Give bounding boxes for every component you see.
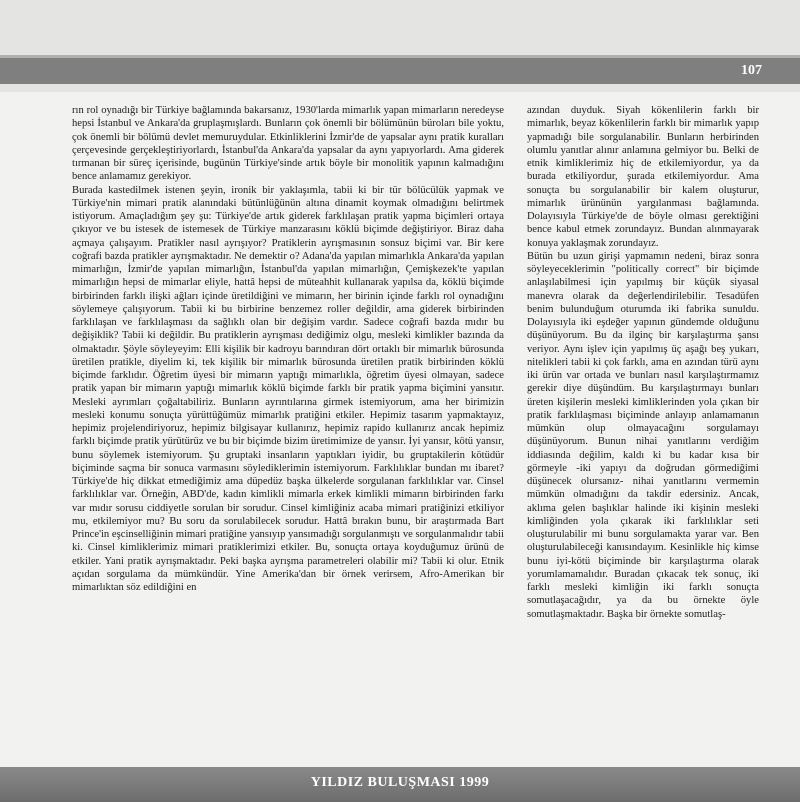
paragraph: Burada kastedilmek istenen şeyin, ironik bir yaklaşımla, tabii ki bir tür bölücülük yapmak ve Türkiye'nin mimari pratik alanındaki bütünlüğünün altına dinamit koymak olmadığını belirtmek istiyorum. Amaçladığım şey şu: Türkiye'de artık giderek farklılaşan pratik yapma biçimleri ortaya çıkıyor ve bu istesek de istemesek de Türkiye manzarasını köklü biçimde değiştiriyor. Biraz daha açmaya çalışayım. Pratikler nasıl ayrışıyor? Pratiklerin ayrışmasının sonsuz biçimi var. Bir kere coğrafi bazda pratikler ayrışmaktadır. Ne demektir o? Adana'da yapılan mimarlıkla Ankara'da yapılan mimarlığın, İzmir'de yapılan mimarlığın, İstanbul'da yapılan mimarlığın, Çemişkezek'te yapılan mimarlığın hepsi de mimarlar eliyle, hattâ hepsi de müteahhit kullanarak yapılsa da, köklü biçimde birbirinden farklı ilişki ağları içinde üretildiğini ve mimarın, her birinin içinde farklı rol oynadığını söylemeye çalışıyorum. Tabii ki bu birbirine benzemez roller değildir, ama giderek birbirinden farklılaşan ve farklılaşması da sağlıklı olan bir değişim vardır. Sadece coğrafi bazda mıdır bu değişiklik? Tabii ki değildir. Bu pratiklerin ayrışması dediğimiz olgu, mesleki kimlikler bazında da olmaktadır. Şöyle söyleyeyim: Elli kişilik bir kadroyu barındıran dört ortaklı bir mimarlık bürosunda üretilen pratikle, diyelim ki, tek kişilik bir mimarlık bürosunda üretilen pratik birbirinden köklü biçimde farklıdır. Öğretim üyesi bir mimarın yaptığı mimarlıkla, öğretim üyesi olmayan, sadece pratik yapan bir mimarın yaptığı mimarlık köklü biçimde farklı bir pratik yapma biçimini yansıtır. Mesleki ayrımları çoğaltabiliriz. Bunların ayrıntılarına girmek istemiyorum, ama her birimizin mesleki konumu sonuçta yürüttüğümüz mimarlık pratiğini etkiler. Hepimiz tasarım yapmaktayız, hepimiz projelendiriyoruz, hepimiz bilgisayar kullanırız, hepimiz rapido kullanırız ancak hepimiz farklı biçimde pratik yürütürüz ve bu bir biçimde bizim üretimimize de yansır. İyi yansır, kötü yansır, bunu söylemek istemiyorum. Şu gruptaki insanların yaptıkları iyidir, bu gruptakilerin kötüdür biçiminde saçma bir sonuca varmasını söylediklerimin istemiyorum. Farklılıklar bundan mı ibaret? Türkiye'de hiç dikkat etmediğimiz ama düpedüz başka ülkelerde sorgulanan farklılıklar var. Cinsel farklılıklar var. Örneğin, ABD'de, kadın kimlikli mimarla erkek kimlikli mimarın birbirinden farkı var mıdır sorusu ciddiyetle sorulan bir sorudur. Cinsel kimliğiniz acaba mimari pratiğinizi etkiliyor mu, etkilemiyor mu? Bu soru da sorulabilecek sorudur. Hattâ bırakın bunu, bir araştırmada Bart Prince'in eşcinselliğinin mimari pratiğine yansıyıp yansımadığı sorgulanmıştı ve sorgulanmalıdır tabii ki. Cinsel kimliklerimiz mimari pratiklerimizi etkiler. Bu, sonuçta ortaya koyduğumuz ürünü de etkiler. Yani pratik ayrışmaktadır. Peki başka ayrışma parametreleri olabilir mi? Tabii ki olur. Etnik açıdan sorgulama da mümkündür. Yine Amerika'dan bir örnek verirsem, Afro-Amerikan bir mimarlıktan söz edildiğini en xyxy=(72,184,504,593)
left-column xyxy=(72,104,504,594)
paragraph: azından duyduk. Siyah kökenlilerin farklı bir mimarlık, beyaz kökenlilerin farklı bir mimarlık yapıp yapmadığı bile sorgulanabilir. Bunların herbirinden olumlu yanıtlar alınır anlamına gelmiyor bu. Belki de etnik kimliklerimiz hiç de etkilemiyordur, ya da burada etkiliyordur, şurada etkilemiyordur. Ama sonuçta bu sorgulanabilir bir kalem oluşturur, mimarlık ürününün yargılanması bağlamında. Dolayısıyla Türkiye'de de böyle olması gerektiğini bence kabul etmek zorundayız. Bundan alınmayarak konuya yaklaşmak zorundayız. xyxy=(527,105,759,249)
paragraph: rın rol oynadığı bir Türkiye bağlamında bakarsanız, 1930'larda mimarlık yapan mimarların neredeyse hepsi İstanbul ve Ankara'da gruplaşmışlardı. Bunların çok önemli bir bölümünün büroları bile yoktu, çok önemli bir bölümü devlet memuruydular. Etkinliklerini İzmir'de de yapsalar aynı pratik kuralları çerçevesinde gerçekleştiriyorlardı, İstanbul'da Ankara'da yapsalar da aynı yapıyorlardı. Ama giderek tırmanan bir süreç içerisinde, bugünün Türkiye'sinde artık böyle bir monolitik yapının kalmadığını bence anlamamız gerekiyor. xyxy=(72,105,504,183)
right-column xyxy=(527,104,759,621)
header-bar xyxy=(0,58,800,84)
page-number: 107 xyxy=(741,63,762,78)
footer-title: YILDIZ BULUŞMASI 1999 xyxy=(310,775,490,790)
paragraph: Bütün bu uzun girişi yapmamın nedeni, biraz sonra söyleyeceklerimin "politically correct" bir biçimde anlaşılabilmesi için yapılmış bir küçük siyasal manevra olarak da değerlendirilebilir. Tesadüfen benim bulunduğum oturumda iki fabrika sunuldu. Dolayısıyla iki eşdeğer yapının gündemde olduğunu düşünüyorum. Bu da ilginç bir karşılaştırma şansı veriyor. Aynı işlev için yapılmış üç aşağı beş yukarı, nitelikleri tabii ki çok farklı, ama en azından türü aynı iki ürün var ortada ve bunları nasıl karşılaştırmamız gerekir diye düşündüm. Bu karşılaştırmayı bunları üreten kişilerin mesleki kimliklerinden yola çıkan bir pratik farklılaşması biçiminde anlayıp anlamamanın mümkün olup olmayacağını sorgulamayı düşünüyorum. Bunun nihai yanıtlarını verdiğim iddiasında değilim, kaldı ki bu kadar kısa bir görmeyle -iki yapıyı da doğrudan görmediğimi düşünecek olursanız- nihai yanıtlarını vermemin mümkün olmadığını da takdir edersiniz. Ancak, aklıma gelen başlıklar halinde iki kişinin mesleki kimliğinden yola çıkarak iki farklılıklar seti oluşturulabilir mi bunu sorgulamakta yarar var. Ben oluşturulabileceği kanısındayım. Kesinlikle hiç kimse bunu iyi-kötü biçiminde bir karşılaştırma olarak yorumlamamalıdır. Buradan çıkacak tek sonuç, iki farklı mesleki kimliğin iki farklı sonuçta somutlaşacağıdır, ya da bu örnekte öyle somutlaşmaktadır. Başka bir örnekte somutlaş- xyxy=(527,250,759,620)
